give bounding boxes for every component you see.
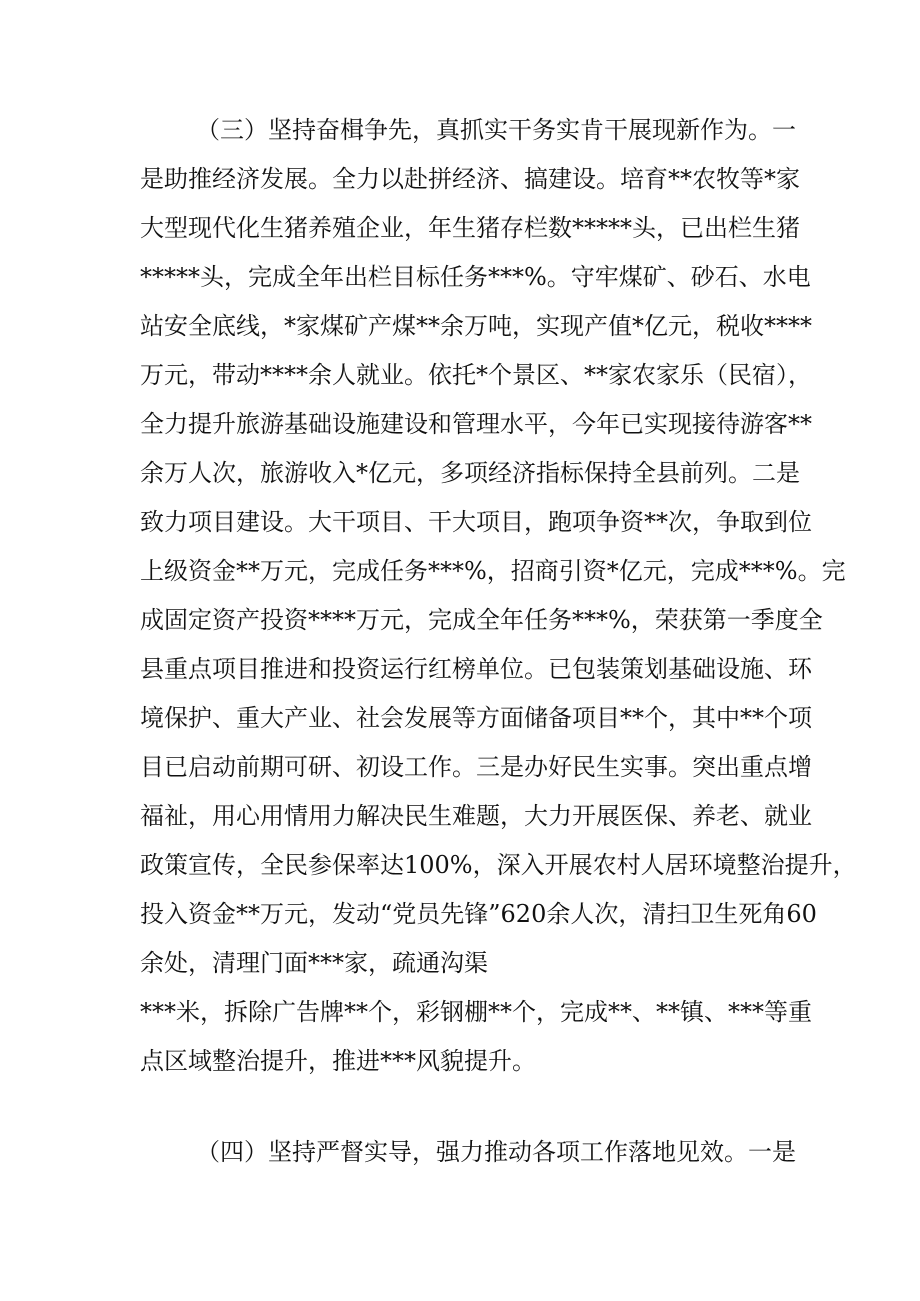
paragraph-line: 县重点项目推进和投资运行红榜单位。已包装策划基础设施、环: [140, 655, 812, 683]
paragraph-line: ***米，拆除广告牌**个，彩钢棚**个，完成**、**镇、***等重: [140, 998, 812, 1026]
paragraph-line: 大型现代化生猪养殖企业，年生猪存栏数*****头，已出栏生猪: [140, 214, 800, 242]
paragraph-line: 境保护、重大产业、社会发展等方面储备项目**个，其中**个项: [140, 704, 812, 732]
paragraph-line: *****头，完成全年出栏目标任务***%。守牢煤矿、砂石、水电: [140, 263, 811, 291]
paragraph-line: 万元，带动****余人就业。依托*个景区、**家农家乐（民宿），: [140, 361, 812, 389]
paragraph-line: （三）坚持奋楫争先，真抓实干务实肯干展现新作为。一: [196, 116, 796, 144]
paragraph-line: 福祉，用心用情用力解决民生难题，大力开展医保、养老、就业: [140, 802, 812, 830]
paragraph-line: 致力项目建设。大干项目、干大项目，跑项争资**次，争取到位: [140, 508, 812, 536]
paragraph-line: 投入资金**万元，发动“党员先锋”620余人次，清扫卫生死角60: [140, 900, 817, 928]
paragraph-line: 上级资金**万元，完成任务***%，招商引资*亿元，完成***%。完: [140, 557, 846, 585]
paragraph-line: 余处，清理门面***家，疏通沟渠: [140, 949, 488, 977]
paragraph-line: 余万人次，旅游收入*亿元，多项经济指标保持全县前列。二是: [140, 459, 800, 487]
paragraph-line: 政策宣传，全民参保率达100%，深入开展农村人居环境整治提升，: [140, 851, 857, 879]
paragraph-line: 是助推经济发展。全力以赴拼经济、搞建设。培育**农牧等*家: [140, 165, 800, 193]
paragraph-line: 点区域整治提升，推进***风貌提升。: [140, 1047, 536, 1075]
paragraph-line: 站安全底线，*家煤矿产煤**余万吨，实现产值*亿元，税收****: [140, 312, 812, 340]
paragraph-line: 成固定资产投资****万元，完成全年任务***%，荣获第一季度全: [140, 606, 823, 634]
paragraph-line: 目已启动前期可研、初设工作。三是办好民生实事。突出重点增: [140, 753, 812, 781]
paragraph-line: 全力提升旅游基础设施建设和管理水平，今年已实现接待游客**: [140, 410, 812, 438]
paragraph-line: （四）坚持严督实导，强力推动各项工作落地见效。一是: [196, 1138, 796, 1166]
